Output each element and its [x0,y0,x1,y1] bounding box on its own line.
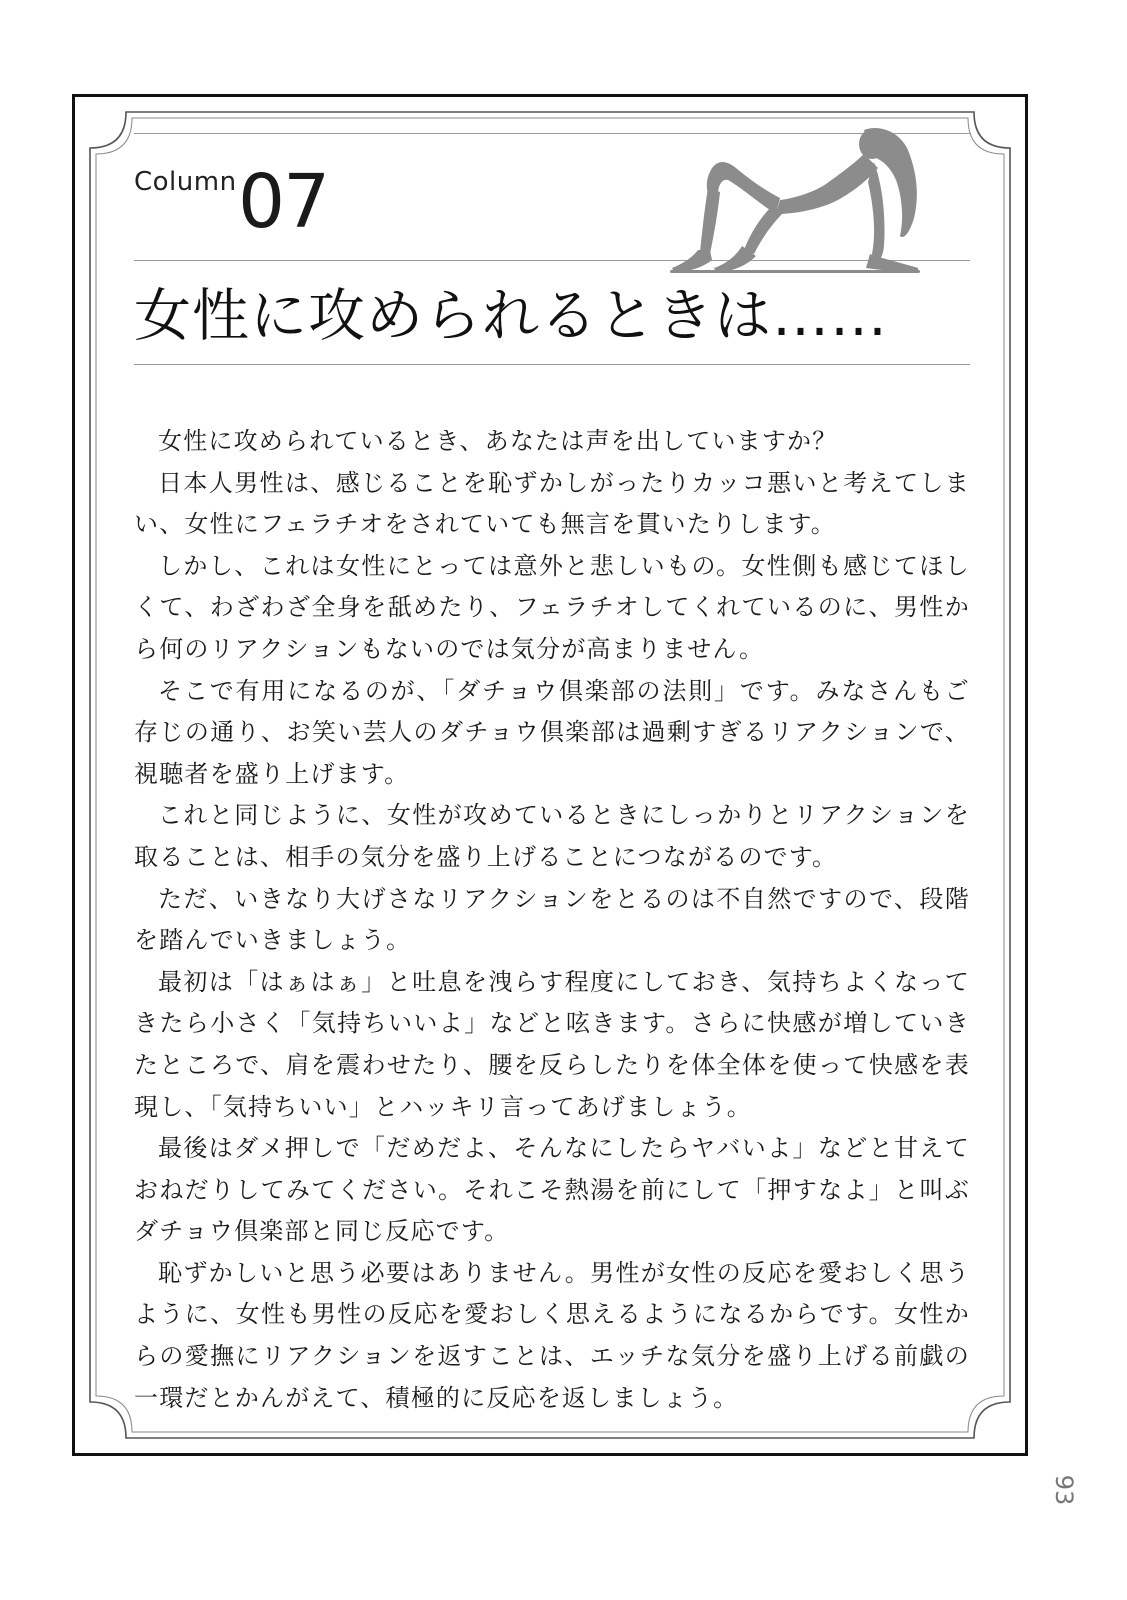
body-paragraph: そこで有用になるのが、「ダチョウ倶楽部の法則」です。みなさんもご存じの通り、お笑い芸人のダチョウ倶楽部は過剰すぎるリアクションで、視聴者を盛り上げます。 [134,676,970,788]
column-title: 女性に攻められるときは…… [134,283,888,349]
body-paragraph: 恥ずかしいと思う必要はありません。男性が女性の反応を愛おしく思うように、女性も男性の反応を愛おしく思えるようになるからです。女性からの愛撫にリアクションを返すことは、エッチな気分を盛り上げる前戯の一環だとかんがえて、積極的に反応を返しましょう。 [134,1258,970,1412]
body-paragraph: 最初は「はぁはぁ」と吐息を洩らす程度にしておき、気持ちよくなってきたら小さく「気持ちいいよ」などと呟きます。さらに快感が増していきたところで、肩を震わせたり、腰を反らしたりを体全体を使って快感を表現し、「気持ちいい」とハッキリ言ってあげましょう。 [134,967,970,1121]
body-paragraph: 最後はダメ押しで「だめだよ、そんなにしたらヤバいよ」などと甘えておねだりしてみてください。それこそ熱湯を前にして「押すなよ」と叫ぶダチョウ倶楽部と同じ反応です。 [134,1134,970,1246]
body-paragraph: 女性に攻められているとき、あなたは声を出していますか？ [158,427,838,455]
body-paragraph: ただ、いきなり大げさなリアクションをとるのは不自然ですので、段階を踏んでいきましょう。 [134,884,970,955]
column-number: 07 [238,159,329,245]
body-paragraph: 日本人男性は、感じることを恥ずかしがったりカッコ悪いと考えてしまい、女性にフェラチオをされていても無言を貫いたりします。 [134,468,970,539]
column-label: Column [134,167,237,197]
body-paragraph: しかし、これは女性にとっては意外と悲しいもの。女性側も感じてほしくて、わざわざ全身を舐めたり、フェラチオしてくれているのに、男性から何のリアクションもないのでは気分が高まりません。 [134,551,970,663]
title-bottom-rule [134,364,970,365]
column-body [134,421,970,1419]
page-number: 93 [1050,1474,1078,1506]
reclining-woman-silhouette-illustration [668,122,930,274]
body-paragraph: これと同じように、女性が攻めているときにしっかりとリアクションを取ることは、相手の気分を盛り上げることにつながるのです。 [134,801,970,871]
